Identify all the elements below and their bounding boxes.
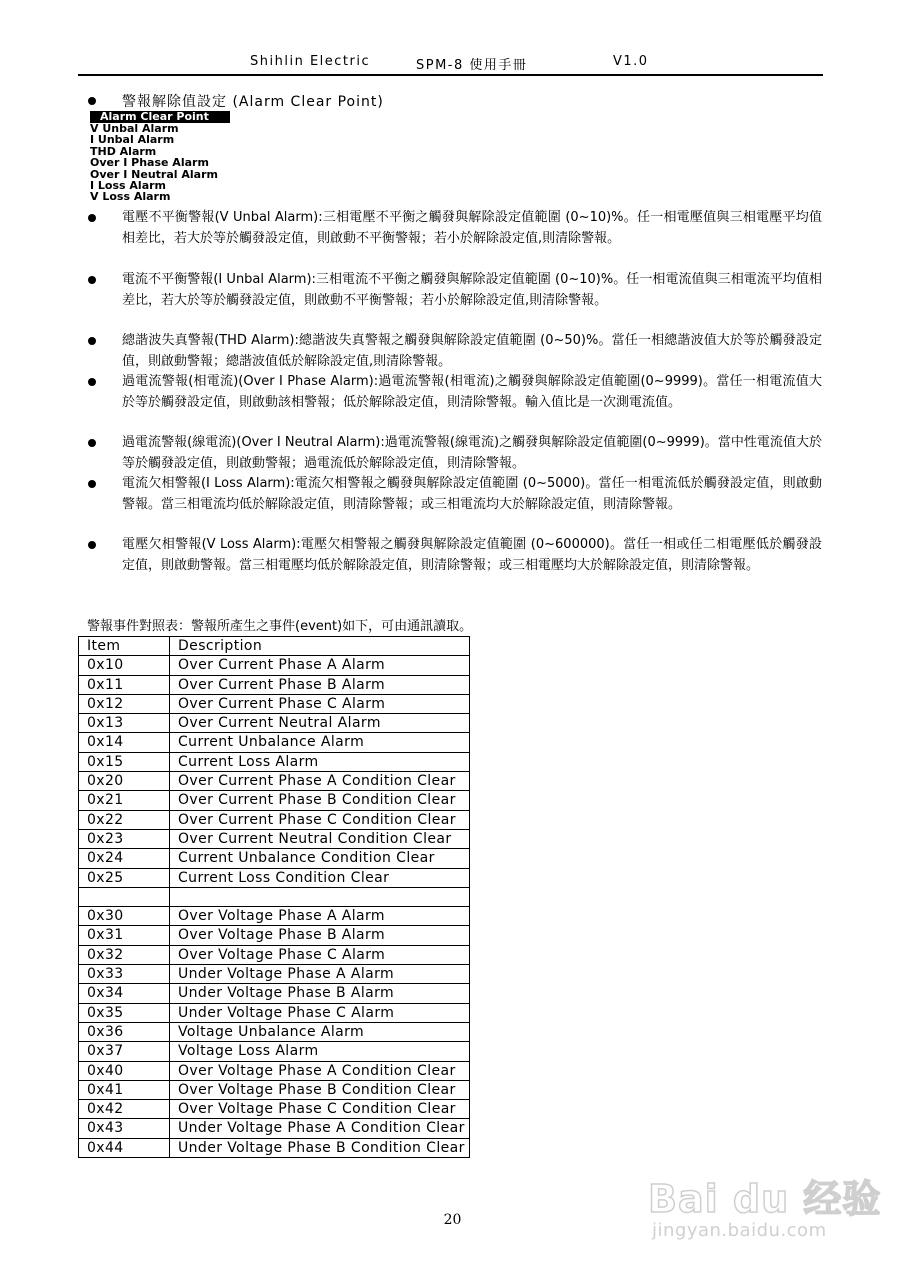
- event-code: [79, 887, 170, 906]
- event-code: 0x24: [79, 849, 170, 868]
- bullet-icon: [88, 276, 96, 284]
- bullet-icon: [88, 214, 96, 222]
- bullet-icon: [88, 97, 96, 105]
- menu-heading: Alarm Clear Point: [90, 111, 230, 123]
- table-row: [79, 868, 470, 887]
- menu-item: Over I Phase Alarm: [90, 156, 209, 170]
- table-row: [79, 1003, 470, 1022]
- table-row: [79, 829, 470, 848]
- event-description: Current Unbalance Alarm: [170, 733, 470, 752]
- page-number: 20: [443, 1212, 462, 1228]
- event-code: 0x35: [79, 1003, 170, 1022]
- header-company: Shihlin Electric: [250, 54, 371, 69]
- table-row: [79, 1080, 470, 1099]
- event-code: 0x12: [79, 694, 170, 713]
- event-description: Under Voltage Phase A Condition Clear: [170, 1119, 470, 1138]
- menu-item: Over I Neutral Alarm: [90, 167, 218, 181]
- event-code: 0x42: [79, 1100, 170, 1119]
- table-row: [79, 772, 470, 791]
- event-description: Under Voltage Phase A Alarm: [170, 965, 470, 984]
- event-code: 0x14: [79, 733, 170, 752]
- bullet-over-i-neutral: 過電流警報(線電流)(Over I Neutral Alarm):過電流警報(線電流)之觸發與解除設定值範圍(0~9999)。當中性電流值大於等於觸發設定值，則啟動警報；過電流低於解除設定值，則清除警報。: [122, 435, 822, 471]
- bullet-i-unbal: 電流不平衡警報(I Unbal Alarm):三相電流不平衡之觸發與解除設定值範圍 (0~10)%。任一相電流值與三相電流平均值相差比，若大於等於觸發設定值，則啟動不平衡警報；若小於解除設定值,則清除警報。: [122, 272, 822, 308]
- menu-item: THD Alarm: [90, 144, 157, 158]
- table-row: [79, 675, 470, 694]
- event-description: Current Loss Condition Clear: [170, 868, 470, 887]
- bullet-icon: [88, 480, 96, 488]
- menu-item: I Loss Alarm: [90, 179, 167, 193]
- event-description: Current Unbalance Condition Clear: [170, 849, 470, 868]
- event-description: Under Voltage Phase B Alarm: [170, 984, 470, 1003]
- event-description: Over Voltage Phase A Condition Clear: [170, 1061, 470, 1080]
- event-description: Over Current Phase A Alarm: [170, 656, 470, 675]
- event-description: Over Current Phase A Condition Clear: [170, 772, 470, 791]
- column-header-description: Description: [170, 637, 470, 656]
- table-row: [79, 1100, 470, 1119]
- menu-item: V Loss Alarm: [90, 190, 171, 204]
- header-divider: [78, 74, 823, 76]
- event-description: Voltage Loss Alarm: [170, 1042, 470, 1061]
- table-row: [79, 945, 470, 964]
- bullet-icon: [88, 337, 96, 345]
- table-row: [79, 1138, 470, 1157]
- table-row-empty: [79, 887, 470, 906]
- event-description: Over Voltage Phase C Condition Clear: [170, 1100, 470, 1119]
- event-description: Over Current Phase C Alarm: [170, 694, 470, 713]
- table-row: [79, 849, 470, 868]
- bullet-icon: [88, 378, 96, 386]
- event-code: 0x33: [79, 965, 170, 984]
- section-title: 警報解除值設定 (Alarm Clear Point): [122, 94, 384, 110]
- event-description: Voltage Unbalance Alarm: [170, 1022, 470, 1041]
- event-code: 0x36: [79, 1022, 170, 1041]
- menu-item: I Unbal Alarm: [90, 133, 175, 147]
- column-header-item: Item: [79, 637, 170, 656]
- event-code: 0x43: [79, 1119, 170, 1138]
- table-row: [79, 984, 470, 1003]
- table-row: [79, 656, 470, 675]
- event-code: 0x25: [79, 868, 170, 887]
- event-description: Over Voltage Phase A Alarm: [170, 907, 470, 926]
- table-row: [79, 907, 470, 926]
- watermark-url: jingyan.baidu.com: [652, 1220, 827, 1241]
- bullet-over-i-phase: 過電流警報(相電流)(Over I Phase Alarm):過電流警報(相電流)之觸發與解除設定值範圍(0~9999)。當任一相電流值大於等於觸發設定值，則啟動該相警報；低於解除設定值，則清除警報。輸入值比是一次測電流值。: [122, 374, 822, 410]
- event-code: 0x21: [79, 791, 170, 810]
- event-description: Over Current Neutral Alarm: [170, 714, 470, 733]
- event-code: 0x23: [79, 829, 170, 848]
- bullet-v-loss: 電壓欠相警報(V Loss Alarm):電壓欠相警報之觸發與解除設定值範圍 (0~600000)。當任一相或任二相電壓低於觸發設定值，則啟動警報。當三相電壓均低於解除設定值，則清除警報；或三相電壓均大於解除設定值，則清除警報。: [122, 537, 822, 573]
- event-code: 0x30: [79, 907, 170, 926]
- table-row: [79, 965, 470, 984]
- event-description: [170, 887, 470, 906]
- event-description: Over Current Phase B Condition Clear: [170, 791, 470, 810]
- event-code: 0x37: [79, 1042, 170, 1061]
- event-description: Over Voltage Phase B Condition Clear: [170, 1080, 470, 1099]
- event-code: 0x44: [79, 1138, 170, 1157]
- event-description: Over Current Phase C Condition Clear: [170, 810, 470, 829]
- table-row: [79, 1119, 470, 1138]
- event-code: 0x20: [79, 772, 170, 791]
- event-code: 0x22: [79, 810, 170, 829]
- event-table: [78, 636, 470, 1158]
- table-row: [79, 694, 470, 713]
- watermark-logo: Bai du 经验: [648, 1177, 882, 1221]
- bullet-v-unbal: 電壓不平衡警報(V Unbal Alarm):三相電壓不平衡之觸發與解除設定值範圍 (0~10)%。任一相電壓值與三相電壓平均值相差比，若大於等於觸發設定值，則啟動不平衡警報；若小於解除設定值,則清除警報。: [122, 210, 822, 246]
- table-row: [79, 926, 470, 945]
- bullet-icon: [88, 439, 96, 447]
- header-version: V1.0: [613, 54, 649, 69]
- table-row: [79, 714, 470, 733]
- event-description: Current Loss Alarm: [170, 752, 470, 771]
- table-row: [79, 810, 470, 829]
- bullet-thd: 總諧波失真警報(THD Alarm):總諧波失真警報之觸發與解除設定值範圍 (0~50)%。當任一相總諧波值大於等於觸發設定值，則啟動警報；總諧波值低於解除設定值,則清除警報。: [122, 333, 822, 369]
- table-row: [79, 733, 470, 752]
- event-code: 0x32: [79, 945, 170, 964]
- watermark: [648, 1168, 882, 1268]
- bullet-icon: [88, 541, 96, 549]
- event-description: Over Voltage Phase C Alarm: [170, 945, 470, 964]
- table-row: [79, 1061, 470, 1080]
- event-code: 0x15: [79, 752, 170, 771]
- table-row: [79, 752, 470, 771]
- alarm-clear-menu: [90, 111, 235, 203]
- event-code: 0x11: [79, 675, 170, 694]
- event-code: 0x10: [79, 656, 170, 675]
- table-header-row: [79, 637, 470, 656]
- event-code: 0x31: [79, 926, 170, 945]
- event-description: Over Current Neutral Condition Clear: [170, 829, 470, 848]
- table-row: [79, 1022, 470, 1041]
- event-description: Over Voltage Phase B Alarm: [170, 926, 470, 945]
- header-manual-title: SPM-8 使用手冊: [416, 58, 528, 73]
- event-code: 0x40: [79, 1061, 170, 1080]
- event-description: Under Voltage Phase C Alarm: [170, 1003, 470, 1022]
- table-row: [79, 791, 470, 810]
- event-code: 0x34: [79, 984, 170, 1003]
- event-description: Under Voltage Phase B Condition Clear: [170, 1138, 470, 1157]
- event-code: 0x13: [79, 714, 170, 733]
- event-description: Over Current Phase B Alarm: [170, 675, 470, 694]
- menu-item: V Unbal Alarm: [90, 122, 179, 135]
- bullet-i-loss: 電流欠相警報(I Loss Alarm):電流欠相警報之觸發與解除設定值範圍 (0~5000)。當任一相電流低於觸發設定值，則啟動警報。當三相電流均低於解除設定值，則清除警報；或三相電流均大於解除設定值，則清除警報。: [122, 476, 822, 512]
- table-row: [79, 1042, 470, 1061]
- page-header: [78, 52, 823, 74]
- event-table-intro: 警報事件對照表：警報所產生之事件(event)如下，可由通訊讀取。: [87, 619, 473, 634]
- event-code: 0x41: [79, 1080, 170, 1099]
